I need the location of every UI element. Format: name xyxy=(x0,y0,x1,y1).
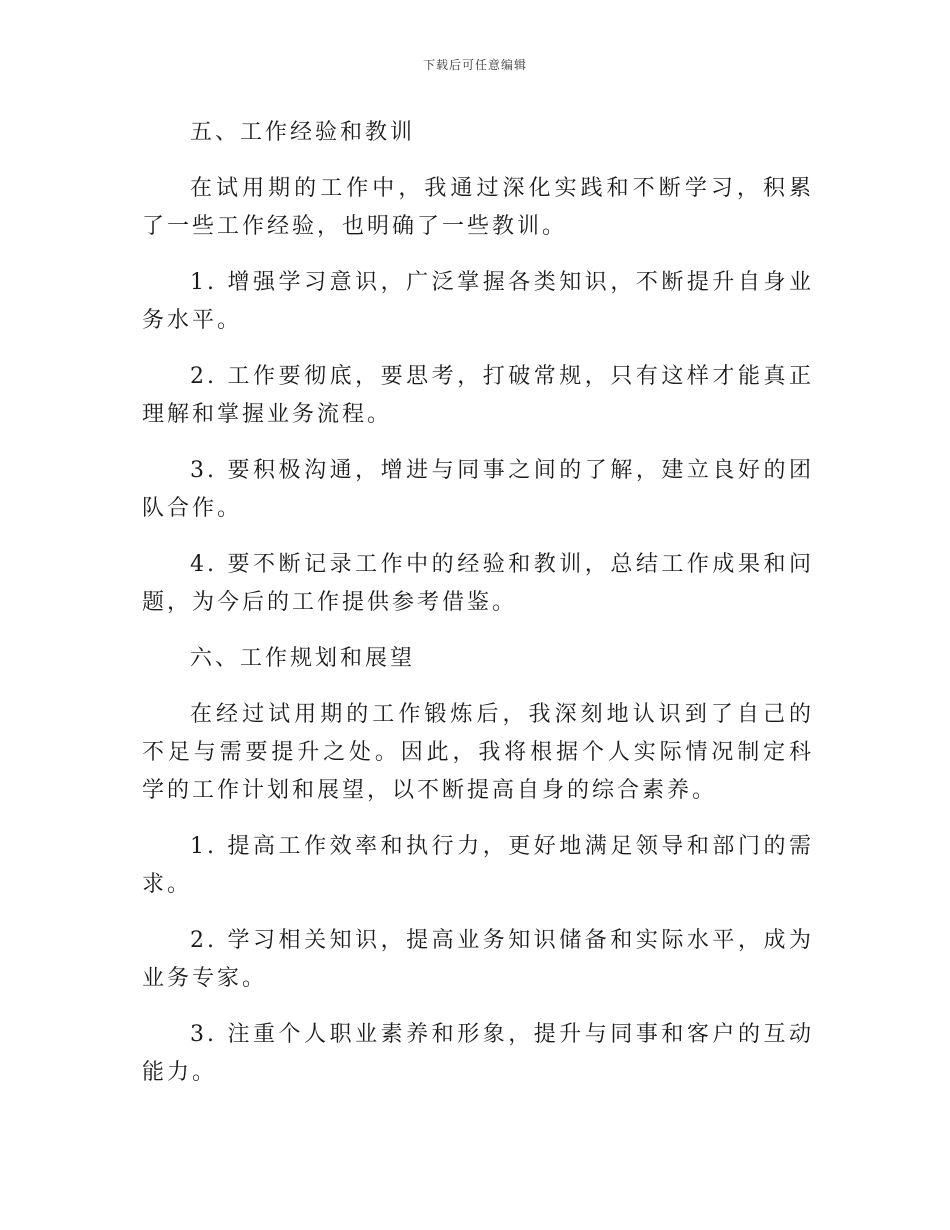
list-item: 2. 工作要彻底，要思考，打破常规，只有这样才能真正理解和掌握业务流程。 xyxy=(142,364,814,427)
section-heading: 六、工作规划和展望 xyxy=(190,646,416,671)
body-paragraph: 在试用期的工作中，我通过深化实践和不断学习，积累了一些工作经验，也明确了一些教训。 xyxy=(142,176,814,239)
list-item: 3. 注重个人职业素养和形象，提升与同事和客户的互动能力。 xyxy=(142,1022,814,1085)
list-item: 4. 要不断记录工作中的经验和教训，总结工作成果和问题，为今后的工作提供参考借鉴。 xyxy=(142,552,814,615)
section-heading: 五、工作经验和教训 xyxy=(190,120,416,145)
list-item: 1. 增强学习意识，广泛掌握各类知识，不断提升自身业务水平。 xyxy=(142,270,814,333)
list-item: 2. 学习相关知识，提高业务知识储备和实际水平，成为业务专家。 xyxy=(142,928,814,991)
document-body xyxy=(142,114,814,1110)
list-item: 1. 提高工作效率和执行力，更好地满足领导和部门的需求。 xyxy=(142,834,814,897)
body-paragraph: 在经过试用期的工作锻炼后，我深刻地认识到了自己的不足与需要提升之处。因此，我将根据个人实际情况制定科学的工作计划和展望，以不断提高自身的综合素养。 xyxy=(142,702,814,803)
list-item: 3. 要积极沟通，增进与同事之间的了解，建立良好的团队合作。 xyxy=(142,458,814,521)
page-header: 下载后可任意编辑 xyxy=(422,58,527,72)
